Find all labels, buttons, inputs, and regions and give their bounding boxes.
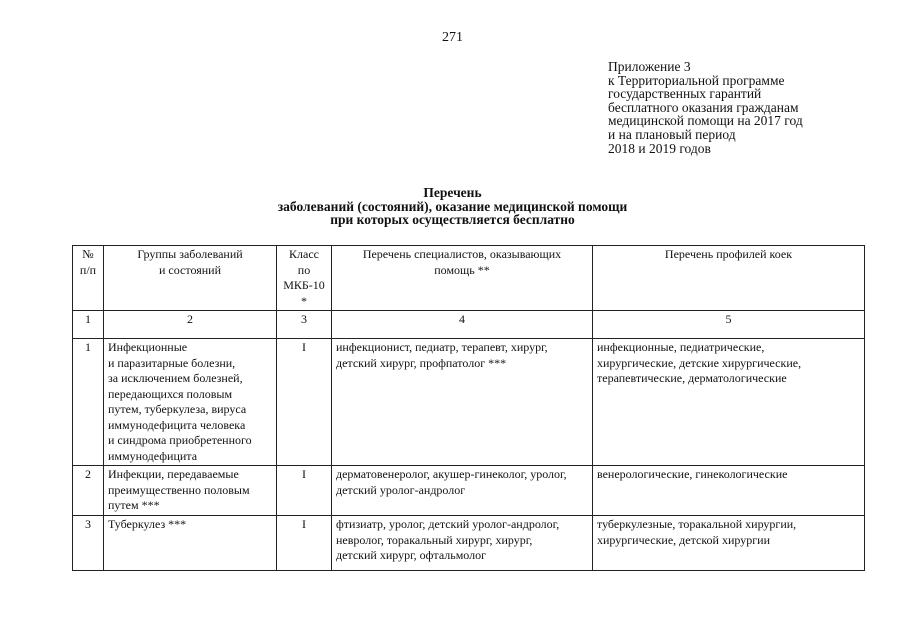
bed-profiles	[593, 466, 865, 516]
cell-line: Инфекционные	[108, 340, 188, 354]
header-disease-group	[104, 246, 277, 311]
header-bed-profiles	[593, 246, 865, 311]
bed-profiles	[593, 339, 865, 466]
column-index: 5	[593, 311, 865, 339]
appendix-line: к Территориальной программе	[608, 72, 785, 88]
disease-group	[104, 516, 277, 571]
disease-group	[104, 466, 277, 516]
column-index: 1	[73, 311, 104, 339]
row-number: 3	[73, 516, 104, 571]
cell-line: хирургические, детские хирургические,	[597, 355, 802, 370]
appendix-line: медицинской помощи на 2017 год	[608, 113, 803, 129]
cell-line: дерматовенеролог, акушер-гинеколог, уролог,	[336, 467, 567, 481]
header-icd-class	[277, 246, 332, 311]
table-row	[73, 516, 865, 571]
specialists	[332, 516, 593, 571]
table-row	[73, 466, 865, 516]
header-line: по	[297, 262, 311, 277]
cell-line: передающихся половым	[108, 386, 233, 401]
table-header-row	[73, 246, 865, 311]
cell-line: инфекционные, педиатрические,	[597, 340, 765, 354]
header-line: Перечень специалистов, оказывающих	[362, 247, 562, 261]
header-line: МКБ-10	[283, 278, 325, 292]
document-title	[0, 186, 905, 227]
cell-line: и синдрома приобретенного	[108, 433, 252, 447]
icd-class: I	[277, 466, 332, 516]
bed-profiles	[593, 516, 865, 571]
row-number: 2	[73, 466, 104, 516]
cell-line: Туберкулез ***	[108, 517, 187, 531]
header-line: Класс	[289, 247, 319, 261]
header-line: помощь **	[434, 262, 490, 277]
icd-class: I	[277, 516, 332, 571]
page-number: 271	[442, 30, 463, 45]
specialists	[332, 466, 593, 516]
cell-line: венерологические, гинекологические	[597, 467, 788, 481]
title-line: заболеваний (состояний), оказание медицинской помощи	[277, 198, 628, 214]
cell-line: за исключением болезней,	[108, 371, 243, 385]
column-index: 4	[332, 311, 593, 339]
header-number	[73, 246, 104, 311]
appendix-line: государственных гарантий	[608, 86, 762, 102]
table-row	[73, 339, 865, 466]
cell-line: иммунодефицита	[108, 448, 198, 463]
header-line: Группы заболеваний	[137, 247, 243, 261]
header-line: и состояний	[158, 262, 221, 277]
appendix-line: и на плановый период	[608, 126, 736, 142]
column-index: 3	[277, 311, 332, 339]
cell-line: детский уролог-андролог	[336, 482, 466, 497]
column-index: 2	[104, 311, 277, 339]
header-line: *	[301, 293, 307, 308]
disease-group	[104, 339, 277, 466]
appendix-line: бесплатного оказания гражданам	[608, 99, 799, 115]
row-number: 1	[73, 339, 104, 466]
cell-line: преимущественно половым	[108, 482, 250, 497]
column-index-row	[73, 311, 865, 339]
title-line: Перечень	[423, 185, 482, 200]
cell-line: терапевтические, дерматологические	[597, 371, 787, 385]
cell-line: иммунодефицита человека	[108, 417, 246, 432]
appendix-line: 2018 и 2019 годов	[608, 140, 711, 156]
diseases-table	[72, 245, 865, 571]
cell-line: инфекционист, педиатр, терапевт, хирург,	[336, 340, 548, 354]
appendix-line: Приложение 3	[608, 59, 691, 74]
header-line: №	[82, 247, 94, 261]
cell-line: детский хирург, профпатолог ***	[336, 355, 507, 370]
header-line: п/п	[79, 262, 97, 277]
specialists	[332, 339, 593, 466]
cell-line: невролог, торакальный хирург, хирург,	[336, 532, 533, 547]
title-line: при которых осуществляется бесплатно	[330, 212, 575, 227]
cell-line: Инфекции, передаваемые	[108, 467, 239, 481]
icd-class: I	[277, 339, 332, 466]
cell-line: путем, туберкулеза, вируса	[108, 402, 247, 416]
cell-line: детский хирург, офтальмолог	[336, 548, 487, 562]
cell-line: и паразитарные болезни,	[108, 355, 236, 370]
header-line: Перечень профилей коек	[664, 247, 793, 261]
cell-line: путем ***	[108, 498, 160, 512]
header-specialists	[332, 246, 593, 311]
cell-line: туберкулезные, торакальной хирургии,	[597, 517, 797, 531]
appendix-note	[608, 60, 898, 155]
cell-line: хирургические, детской хирургии	[597, 532, 770, 547]
cell-line: фтизиатр, уролог, детский уролог-андролог,	[336, 517, 560, 531]
